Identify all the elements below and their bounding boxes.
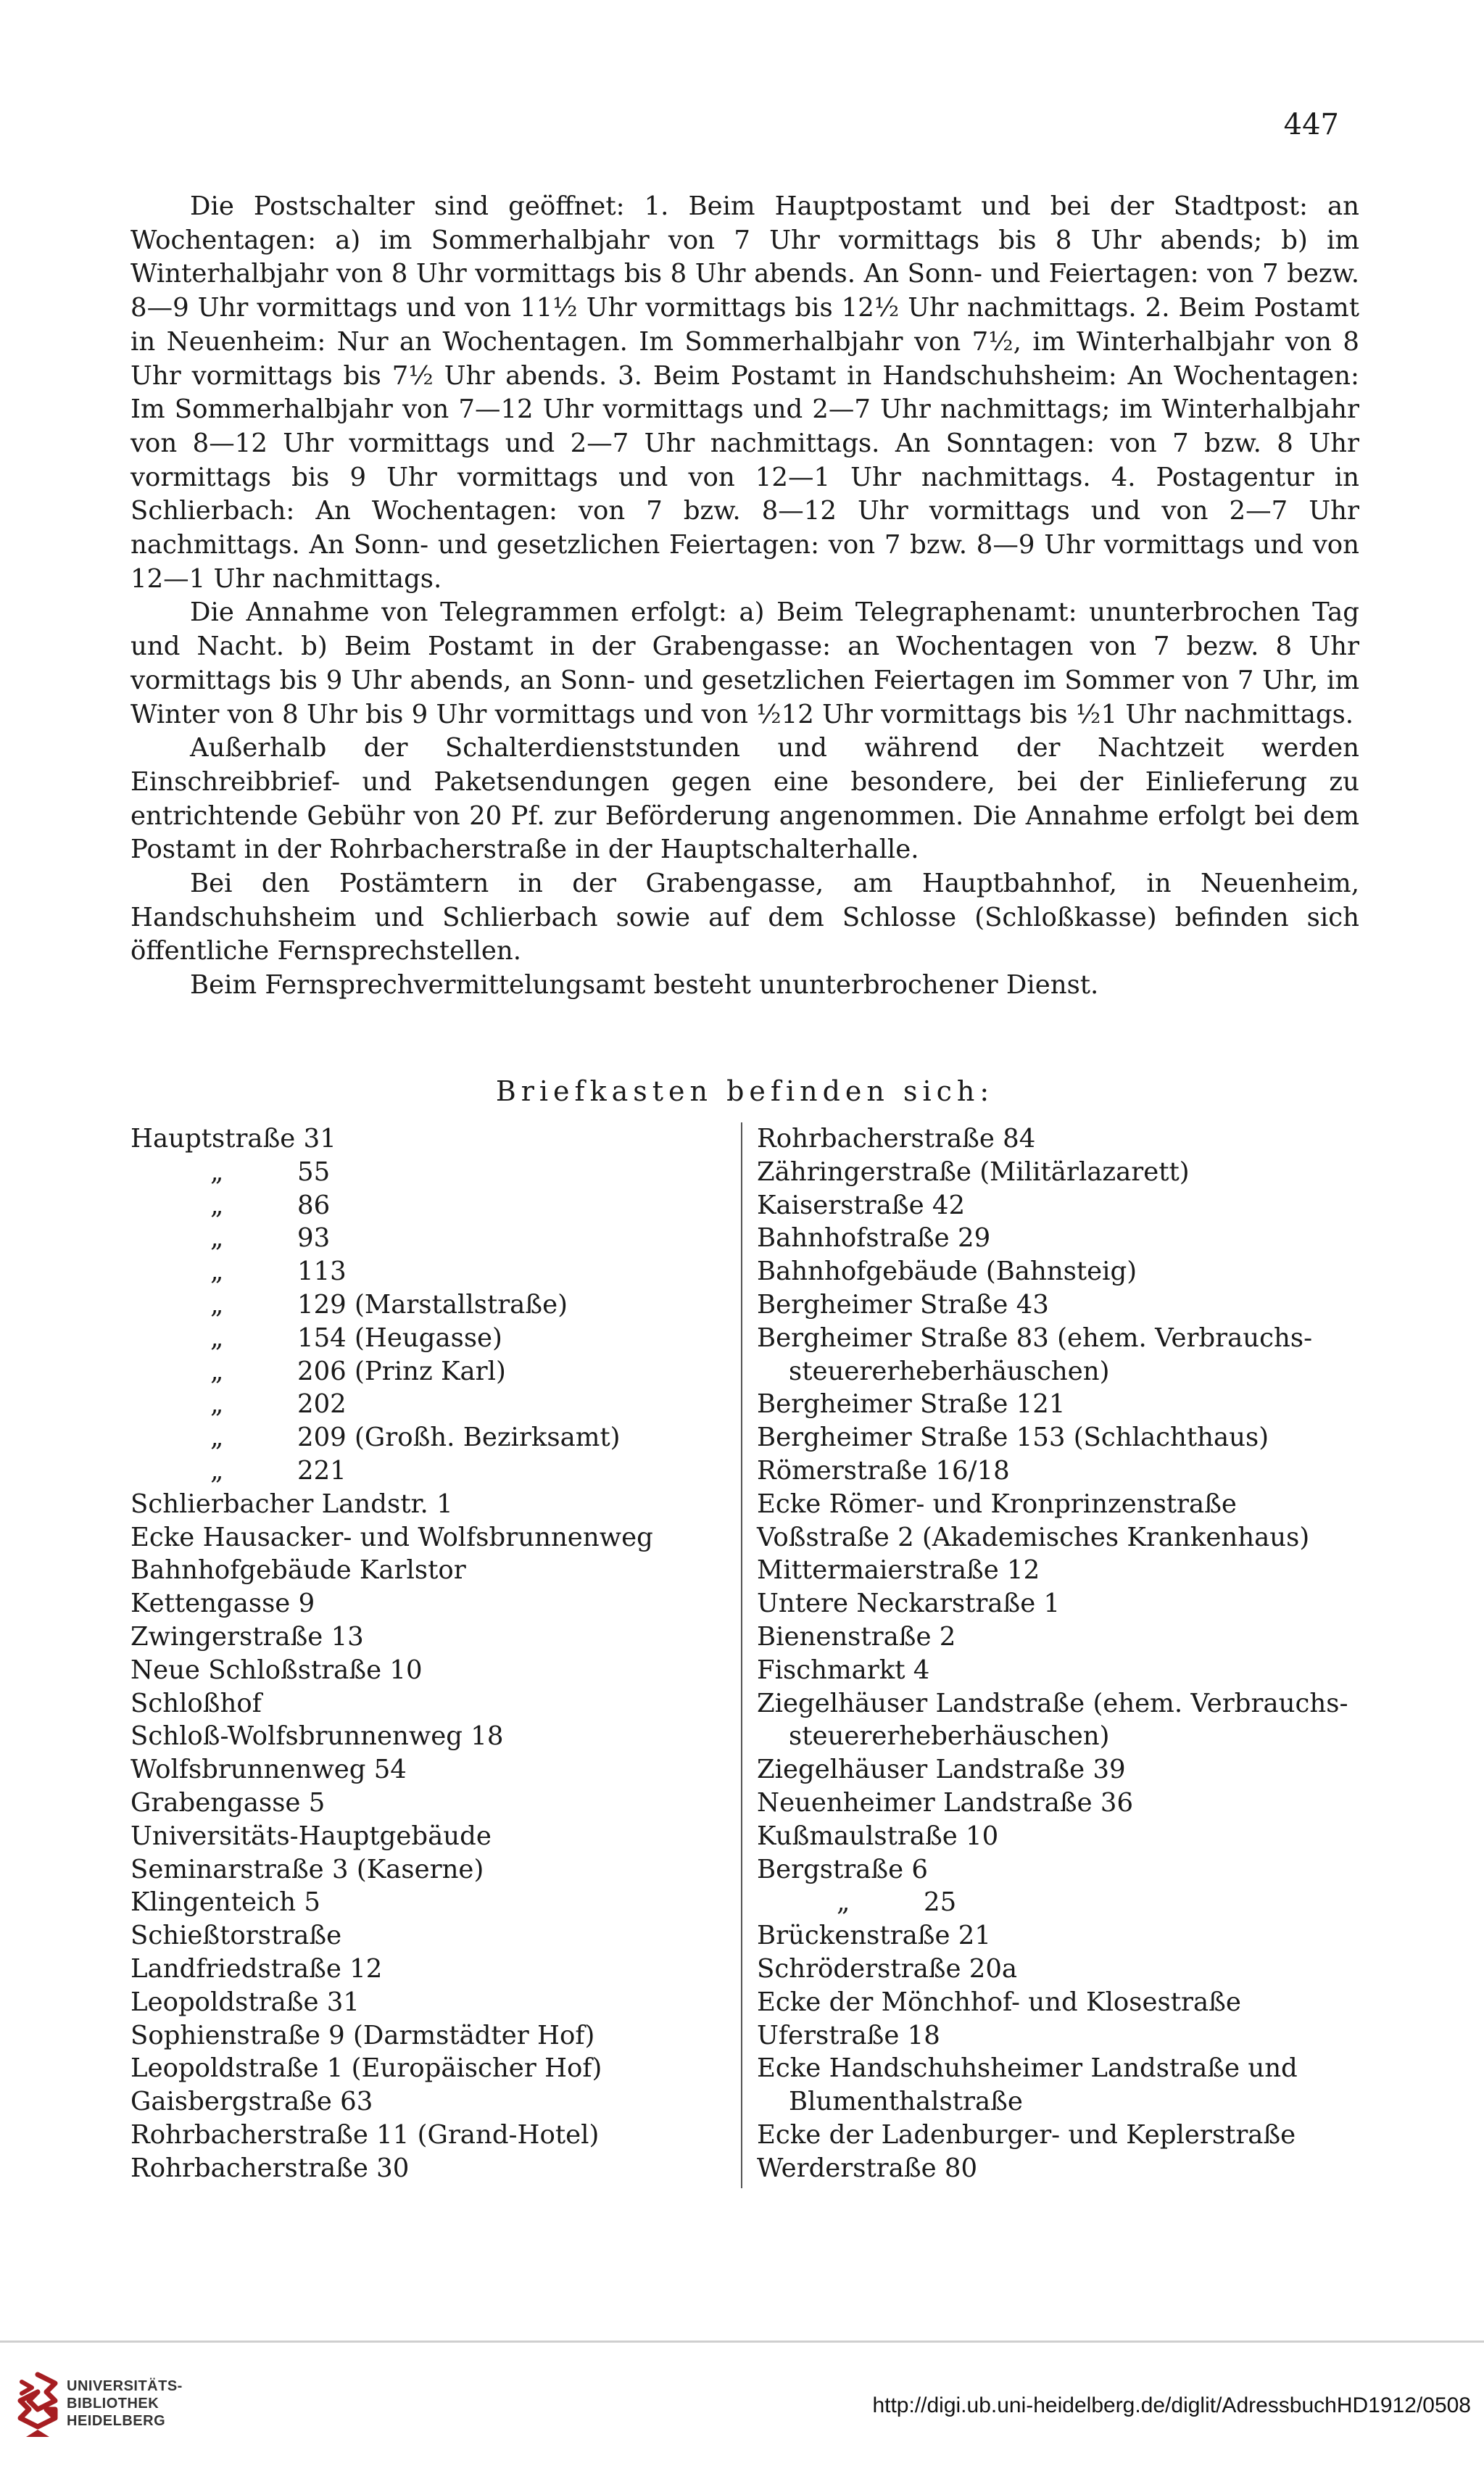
list-item-text: 206 (Prinz Karl)	[297, 1356, 506, 1386]
list-item	[757, 2052, 1366, 2085]
list-item	[130, 2019, 725, 2053]
ditto-mark: „	[210, 1455, 224, 1486]
list-item	[130, 2052, 725, 2085]
list-item	[130, 1787, 725, 1820]
list-item	[130, 1720, 725, 1753]
list-item-text: Schröderstraße 20a	[757, 1953, 1018, 1984]
list-item	[757, 1222, 1366, 1255]
list-item	[130, 1288, 725, 1322]
list-item	[130, 2119, 725, 2152]
list-item-text: Brückenstraße 21	[757, 1921, 991, 1951]
library-name-line: BIBLIOTHEK	[67, 2396, 159, 2412]
list-item-text: Bergstraße 6	[757, 1854, 929, 1884]
ditto-mark: „	[210, 1423, 224, 1453]
list-item-text: Bahnhofstraße 29	[757, 1223, 991, 1254]
library-name-line: UNIVERSITÄTS-	[67, 2378, 183, 2394]
list-item	[130, 1753, 725, 1787]
list-item	[757, 1488, 1366, 1521]
list-item	[757, 1255, 1366, 1288]
list-item-text: Ecke der Ladenburger- und Keplerstraße	[757, 2119, 1296, 2150]
list-item	[757, 1787, 1366, 1820]
list-item	[130, 1189, 725, 1222]
list-item	[130, 1919, 725, 1953]
list-item-text: Rohrbacherstraße 30	[130, 2153, 410, 2183]
list-item-text: 25	[924, 1887, 957, 1918]
list-item	[757, 1189, 1366, 1222]
list-item	[757, 1654, 1366, 1687]
list-item	[130, 1853, 725, 1887]
list-item	[757, 1156, 1366, 1189]
list-item	[757, 1288, 1366, 1322]
list-item-text: 221	[297, 1455, 347, 1486]
list-item-text: Bahnhofgebäude (Bahnsteig)	[757, 1257, 1137, 1287]
list-item-text: 202	[297, 1389, 347, 1420]
list-item	[757, 1554, 1366, 1587]
list-item-text: steuererheberhäuschen)	[789, 1721, 1110, 1752]
list-item-text: Ecke Römer- und Kronprinzenstraße	[757, 1489, 1237, 1519]
list-item-text: Ecke der Mönchhof- und Klosestraße	[757, 1987, 1241, 2017]
list-item-text: Rohrbacherstraße 11 (Grand-Hotel)	[130, 2119, 600, 2150]
ditto-mark: „	[210, 1190, 224, 1220]
list-item	[757, 1454, 1366, 1488]
paragraph-telegramme: Die Annahme von Telegrammen erfolgt: a) Beim Telegraphenamt: ununterbrochen Tag und Nacht. b) Beim Postamt in der Grabengasse: an Wochentagen von 7 bezw. 8 Uhr vormittags bis 9 Uhr abends, an Sonn- und gesetzlichen Feiertagen im Sommer von 7 Uhr, im Winter von 8 Uhr bis 9 Uhr vormittags und von ½12 Uhr vormittags bis ½1 Uhr nachmittags.	[130, 597, 1359, 729]
list-item	[130, 1554, 725, 1587]
list-item	[130, 1886, 725, 1919]
list-item	[757, 1587, 1366, 1621]
list-item	[757, 1355, 1366, 1388]
list-item	[757, 1986, 1366, 2019]
list-item-text: Ecke Handschuhsheimer Landstraße und	[757, 2053, 1298, 2084]
list-item-text: Neue Schloßstraße 10	[130, 1655, 423, 1685]
list-item	[757, 1820, 1366, 1853]
list-item	[130, 1355, 725, 1388]
list-item	[130, 1388, 725, 1421]
list-item	[757, 2152, 1366, 2185]
list-item	[130, 1621, 725, 1654]
list-item-text: Gaisbergstraße 63	[130, 2087, 373, 2117]
ditto-mark: „	[210, 1257, 224, 1287]
list-title: Briefkasten befinden sich:	[495, 1075, 995, 1107]
column-divider	[741, 1122, 742, 2188]
list-item-text: Landfriedstraße 12	[130, 1953, 383, 1984]
list-item-text: Rohrbacherstraße 84	[757, 1124, 1036, 1154]
library-name-line: HEIDELBERG	[67, 2413, 166, 2429]
list-item	[757, 1953, 1366, 1986]
list-item-text: Bergheimer Straße 83 (ehem. Verbrauchs-	[757, 1323, 1313, 1353]
list-item	[130, 1421, 725, 1454]
list-item-text: Grabengasse 5	[130, 1787, 326, 1818]
list-item	[757, 1122, 1366, 1156]
ditto-mark: „	[210, 1389, 224, 1420]
list-item-text: Sophienstraße 9 (Darmstädter Hof)	[130, 2020, 595, 2050]
list-item	[757, 2119, 1366, 2152]
library-emblem-icon	[17, 2372, 58, 2440]
list-item-text: Kaiserstraße 42	[757, 1190, 966, 1220]
list-item	[757, 1521, 1366, 1555]
paragraph-postschalter: Die Postschalter sind geöffnet: 1. Beim Hauptpostamt und bei der Stadtpost: an Wochentagen: a) im Sommerhalbjahr von 7 Uhr vormittags bis 8 Uhr abends; b) im Winterhalbjahr von 8 Uhr vormittags bis 8 Uhr abends. An Sonn- und Feiertagen: von 7 bezw. 8—9 Uhr vormittags und von 11½ Uhr vormittags bis 12½ Uhr nachmittags. 2. Beim Postamt in Neuenheim: Nur an Wochentagen. Im Sommerhalbjahr von 7½, im Winterhalbjahr von 8 Uhr vormittags bis 7½ Uhr abends. 3. Beim Postamt in Handschuhsheim: An Wochentagen: Im Sommerhalbjahr von 7—12 Uhr vormittags und 2—7 Uhr nachmittags; im Winterhalbjahr von 8—12 Uhr vormittags und 2—7 Uhr nachmittags. An Sonntagen: von 7 bzw. 8 Uhr vormittags bis 9 Uhr vormittags und von 12—1 Uhr nachmittags. 4. Postagentur in Schlierbach: An Wochentagen: von 7 bzw. 8—12 Uhr vormittags und von 2—7 Uhr nachmittags. An Sonn- und gesetzlichen Feiertagen: von 7 bzw. 8—9 Uhr vormittags und von 12—1 Uhr nachmittags.	[130, 191, 1359, 594]
paragraph-fernsprechamt: Beim Fernsprechvermittelungsamt besteht ununterbrochener Dienst.	[190, 970, 1099, 1001]
list-item-text: 154 (Heugasse)	[297, 1323, 502, 1353]
ditto-mark: „	[210, 1289, 224, 1320]
list-item-text: Uferstraße 18	[757, 2020, 940, 2050]
list-item	[757, 1421, 1366, 1454]
list-item	[130, 1820, 725, 1853]
list-item	[130, 1587, 725, 1621]
list-item-text: 129 (Marstallstraße)	[297, 1289, 568, 1320]
page-number: 447	[1283, 108, 1339, 141]
list-item-text: Bergheimer Straße 153 (Schlachthaus)	[757, 1423, 1269, 1453]
list-item	[757, 1753, 1366, 1787]
list-item-text: Blumenthalstraße	[789, 2087, 1023, 2117]
list-item-text: Wolfsbrunnenweg 54	[130, 1755, 407, 1785]
ditto-mark: „	[210, 1223, 224, 1254]
list-item-text: Römerstraße 16/18	[757, 1455, 1010, 1486]
list-item-text: Neuenheimer Landstraße 36	[757, 1787, 1134, 1818]
list-item-text: 209 (Großh. Bezirksamt)	[297, 1423, 621, 1453]
paragraph-fernsprechstellen: Bei den Postämtern in der Grabengasse, am Hauptbahnhof, in Neuenheim, Handschuhsheim und Schlierbach sowie auf dem Schlosse (Schloßkasse) befinden sich öffentliche Fernsprechstellen.	[130, 869, 1359, 967]
list-item	[757, 2085, 1366, 2119]
ditto-mark: „	[210, 1356, 224, 1386]
list-item	[130, 1488, 725, 1521]
list-item-text: Schießtorstraße	[130, 1921, 342, 1951]
list-item-text: Fischmarkt 4	[757, 1655, 930, 1685]
list-item	[130, 1521, 725, 1555]
list-item-text: Mittermaierstraße 12	[757, 1555, 1040, 1586]
list-item-text: Werderstraße 80	[757, 2153, 978, 2183]
list-item-text: Untere Neckarstraße 1	[757, 1589, 1061, 1619]
ditto-mark: „	[210, 1323, 224, 1353]
list-item-text: Bahnhofgebäude Karlstor	[130, 1555, 466, 1586]
list-item-text: 55	[297, 1156, 331, 1187]
list-item-text: Kettengasse 9	[130, 1589, 315, 1619]
ditto-mark: „	[210, 1156, 224, 1187]
list-item-text: Bienenstraße 2	[757, 1621, 956, 1652]
list-item	[130, 1255, 725, 1288]
list-item-text: Schlierbacher Landstr. 1	[130, 1489, 453, 1519]
list-item	[130, 1454, 725, 1488]
list-item-text: Ziegelhäuser Landstraße (ehem. Verbrauchs-	[757, 1688, 1348, 1718]
list-item-text: steuererheberhäuschen)	[789, 1356, 1110, 1386]
list-item	[130, 2152, 725, 2185]
list-item-text: Kußmaulstraße 10	[757, 1821, 999, 1851]
list-item-text: Zwingerstraße 13	[130, 1621, 364, 1652]
list-item-text: Klingenteich 5	[130, 1887, 320, 1918]
list-item	[757, 1720, 1366, 1753]
list-item	[130, 1986, 725, 2019]
list-item-text: 113	[297, 1257, 347, 1287]
list-item	[130, 1222, 725, 1255]
source-url-link[interactable]: http://digi.ub.uni-heidelberg.de/diglit/AdressbuchHD1912/0508	[872, 2393, 1471, 2417]
list-item-text: 93	[297, 1223, 331, 1254]
list-item-text: Seminarstraße 3 (Kaserne)	[130, 1854, 484, 1884]
library-logo[interactable]	[17, 2367, 181, 2447]
list-item	[757, 1919, 1366, 1953]
list-item-text: Leopoldstraße 31	[130, 1987, 360, 2017]
list-item-text: Schloß-Wolfsbrunnenweg 18	[130, 1721, 504, 1752]
list-item	[130, 1654, 725, 1687]
footer	[0, 2343, 1484, 2471]
list-item	[757, 1687, 1366, 1721]
list-item	[130, 1953, 725, 1986]
list-item-text: 86	[297, 1190, 331, 1220]
list-item	[130, 1122, 725, 1156]
list-item-text: Voßstraße 2 (Akademisches Krankenhaus)	[757, 1522, 1310, 1552]
body-text	[130, 190, 1359, 1003]
list-item-text: Ecke Hausacker- und Wolfsbrunnenweg	[130, 1522, 653, 1552]
list-item-text: Hauptstraße 31	[130, 1124, 336, 1154]
list-item-text: Schloßhof	[130, 1688, 262, 1718]
list-item	[757, 2019, 1366, 2053]
library-name	[67, 2377, 183, 2430]
list-item	[130, 1322, 725, 1355]
paragraph-ausserhalb: Außerhalb der Schalterdienststunden und während der Nachtzeit werden Einschreibbrief- und Paketsendungen gegen eine besondere, bei der Einlieferung zu entrichtende Gebühr von 20 Pf. zur Beförderung angenommen. Die Annahme erfolgt bei dem Postamt in der Rohrbacherstraße in der Hauptschalterhalle.	[130, 733, 1359, 865]
list-item-text: Leopoldstraße 1 (Europäischer Hof)	[130, 2053, 602, 2084]
list-item-text: Bergheimer Straße 121	[757, 1389, 1066, 1420]
list-item	[757, 1853, 1366, 1887]
list-item	[757, 1621, 1366, 1654]
list-item	[130, 1687, 725, 1721]
ditto-mark: „	[837, 1887, 850, 1918]
mailbox-list-left	[130, 1122, 725, 2185]
list-item	[757, 1322, 1366, 1355]
list-item-text: Bergheimer Straße 43	[757, 1289, 1049, 1320]
list-item	[757, 1886, 1366, 1919]
list-item-text: Zähringerstraße (Militärlazarett)	[757, 1156, 1190, 1187]
list-item	[130, 1156, 725, 1189]
list-item-text: Universitäts-Hauptgebäude	[130, 1821, 492, 1851]
list-item-text: Ziegelhäuser Landstraße 39	[757, 1755, 1126, 1785]
list-item	[130, 2085, 725, 2119]
list-item	[757, 1388, 1366, 1421]
mailbox-list-right	[757, 1122, 1366, 2185]
